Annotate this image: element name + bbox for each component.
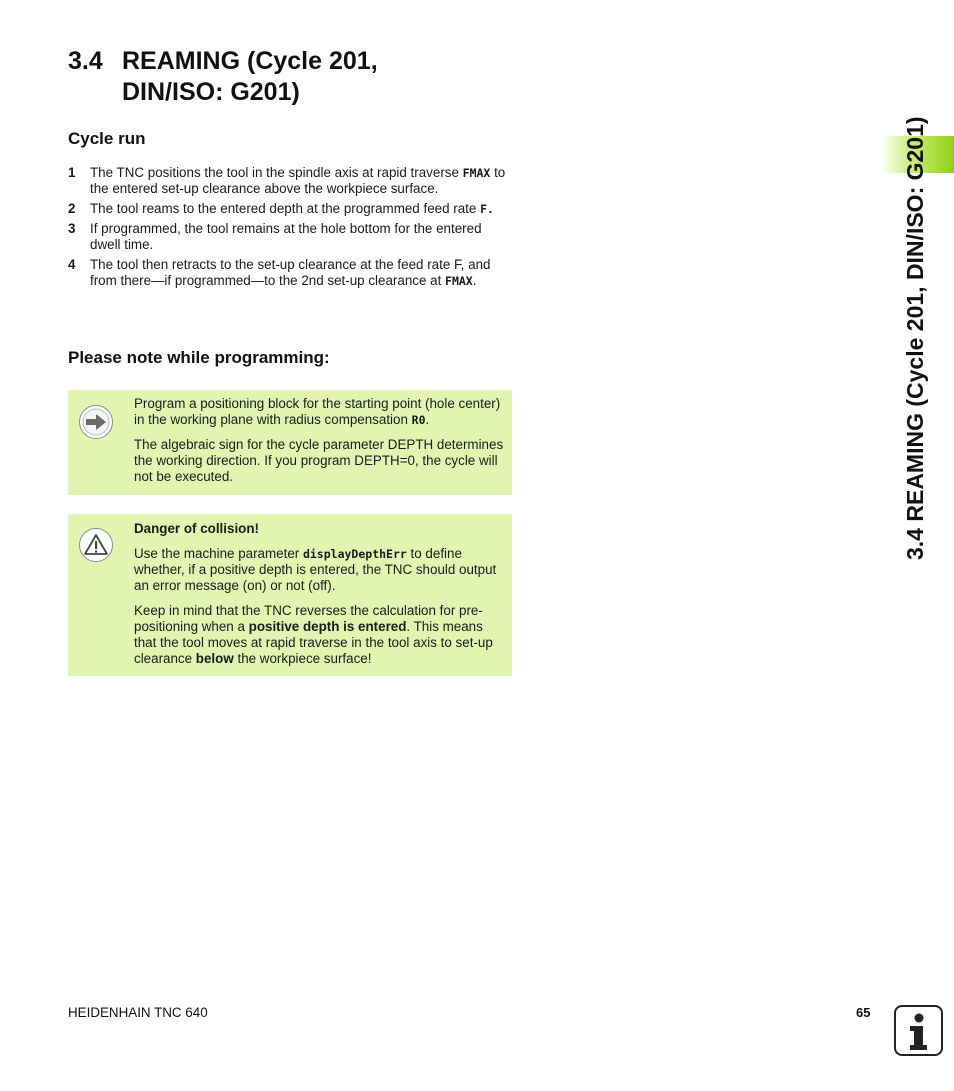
step-text-2: . <box>472 273 477 288</box>
step-code: FMAX <box>462 166 491 180</box>
step-text: If programmed, the tool remains at the hole bottom for the entered dwell time. <box>90 221 482 252</box>
note-text: Program a positioning block for the starting point (hole center) in the working plane with radius compensation <box>134 396 501 427</box>
arrow-right-icon <box>79 405 113 439</box>
info-icon <box>894 1005 943 1056</box>
danger-code: displayDepthErr <box>302 547 407 561</box>
step-number: 1 <box>68 165 76 180</box>
step-3 <box>68 221 513 253</box>
step-text-2: to the entered set-up clearance above the workpiece surface. <box>90 165 506 196</box>
step-number: 2 <box>68 201 76 216</box>
danger-text-end: the workpiece surface! <box>233 651 372 666</box>
step-code: FMAX <box>445 274 473 288</box>
step-number: 3 <box>68 221 76 236</box>
step-code: F. <box>480 202 494 216</box>
danger-bold: below <box>195 651 234 666</box>
title-line-1: REAMING (Cycle 201, <box>122 47 378 75</box>
step-4 <box>68 257 513 289</box>
running-head: 3.4 REAMING (Cycle 201, DIN/ISO: G201) <box>902 116 928 560</box>
footer-product: HEIDENHAIN TNC 640 <box>68 1005 208 1020</box>
step-1 <box>68 165 513 197</box>
danger-text-end: to define whether, if a positive depth is entered, the TNC should output an error message (on) or not (off). <box>134 546 497 593</box>
step-text: The tool reams to the entered depth at the programmed feed rate <box>90 201 481 216</box>
title-line-2: DIN/ISO: G201) <box>122 78 300 106</box>
note-text-end: . <box>425 412 430 427</box>
danger-title: Danger of collision! <box>134 521 259 536</box>
cycle-run-heading: Cycle run <box>68 129 146 148</box>
step-2 <box>68 201 513 217</box>
danger-paragraph-2 <box>134 603 504 667</box>
danger-paragraph-1 <box>134 546 504 594</box>
step-number: 4 <box>68 257 76 272</box>
note-box <box>68 390 512 495</box>
cycle-run-steps <box>68 165 513 293</box>
danger-text: Use the machine parameter <box>134 546 303 561</box>
page-title <box>68 46 568 108</box>
note-paragraph-1 <box>134 396 504 428</box>
warning-icon <box>79 528 113 562</box>
step-text: The TNC positions the tool in the spindle axis at rapid traverse <box>90 165 463 180</box>
danger-text: Keep in mind that the TNC reverses the calculation for pre-positioning when a <box>134 603 483 634</box>
note-paragraph-2: The algebraic sign for the cycle parameter DEPTH determines the working direction. If you program DEPTH=0, the cycle will not be executed. <box>134 437 504 484</box>
programming-notes-heading: Please note while programming: <box>68 348 330 367</box>
section-number: 3.4 <box>68 47 103 75</box>
danger-box <box>68 514 512 676</box>
page-number: 65 <box>856 1005 871 1020</box>
danger-bold: positive depth is entered <box>248 619 407 634</box>
danger-text: . This means that the tool moves at rapid traverse in the tool axis to set-up clearance <box>134 619 493 666</box>
note-code: R0 <box>411 413 426 427</box>
step-text: The tool then retracts to the set-up clearance at the feed rate F, and from there—if programmed—to the 2nd set-up clearance at <box>90 257 491 288</box>
